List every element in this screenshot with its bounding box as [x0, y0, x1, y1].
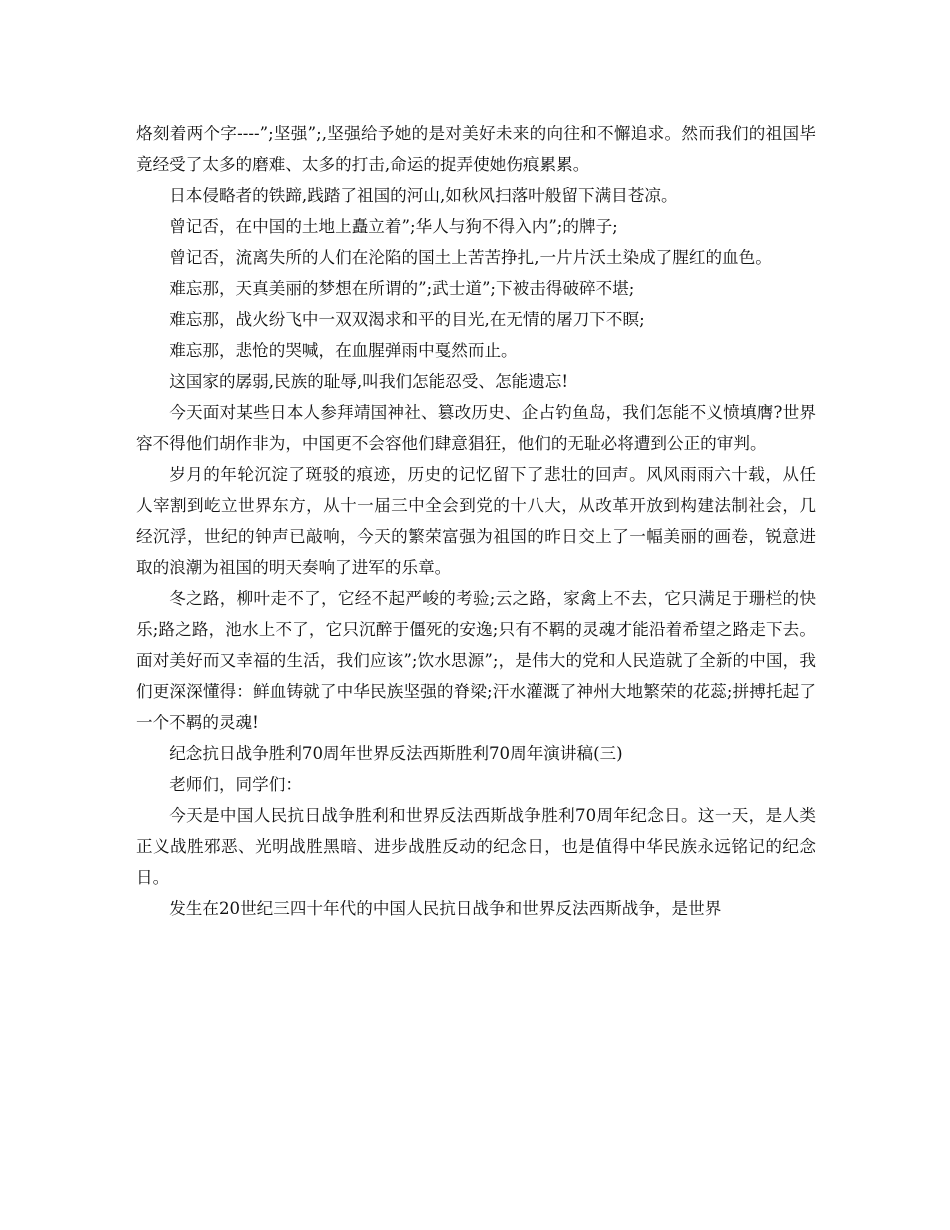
paragraph: 发生在20世纪三四十年代的中国人民抗日战争和世界反法西斯战争，是世界 [169, 899, 722, 918]
paragraph: 难忘那，天真美丽的梦想在所谓的”;武士道”;下被击得破碎不堪; [169, 279, 635, 298]
paragraph: 冬之路，柳叶走不了，它经不起严峻的考验;云之路，家禽上不去，它只满足于珊栏的快乐;路之路，池水上不了，它只沉醉于僵死的安逸;只有不羁的灵魂才能沿着希望之路走下去。面对美好而又幸福的生活，我们应该”;饮水思源”;，是伟大的党和人民造就了全新的中国，我们更深深懂得：鲜血铸就了中华民族坚强的脊梁;汗水灌溉了神州大地繁荣的花蕊;拼搏托起了一个不羁的灵魂! [136, 589, 816, 732]
document-body [136, 118, 816, 924]
paragraph: 日本侵略者的铁蹄,践踏了祖国的河山,如秋风扫落叶般留下满目苍凉。 [169, 186, 678, 205]
paragraph: 今天是中国人民抗日战争胜利和世界反法西斯战争胜利70周年纪念日。这一天，是人类正义战胜邪恶、光明战胜黑暗、进步战胜反动的纪念日，也是值得中华民族永远铭记的纪念日。 [136, 806, 816, 887]
paragraph-continued: 烙刻着两个字----”;坚强”;,坚强给予她的是对美好未来的向往和不懈追求。然而我们的祖国毕竟经受了太多的磨难、太多的打击,命运的捉弄使她伤痕累累。 [136, 124, 816, 174]
salutation: 老师们，同学们： [169, 775, 302, 794]
section-heading: 纪念抗日战争胜利70周年世界反法西斯胜利70周年演讲稿(三) [169, 744, 623, 763]
paragraph: 难忘那，悲怆的哭喊，在血腥弹雨中戛然而止。 [169, 341, 518, 360]
paragraph: 这国家的孱弱,民族的耻辱,叫我们怎能忍受、怎能遗忘! [169, 372, 569, 391]
paragraph: 今天面对某些日本人参拜靖国神社、篡改历史、企占钓鱼岛，我们怎能不义愤填膺?世界容不得他们胡作非为，中国更不会容他们肆意猖狂，他们的无耻必将遭到公正的审判。 [136, 403, 816, 453]
paragraph: 曾记否，在中国的土地上矗立着”;华人与狗不得入内”;的牌子; [169, 217, 618, 236]
paragraph: 曾记否，流离失所的人们在沦陷的国土上苦苦挣扎,一片片沃土染成了腥红的血色。 [169, 248, 772, 267]
paragraph: 难忘那，战火纷飞中一双双渴求和平的目光,在无情的屠刀下不瞑; [169, 310, 645, 329]
paragraph: 岁月的年轮沉淀了斑驳的痕迹，历史的记忆留下了悲壮的回声。风风雨雨六十载，从任人宰割到屹立世界东方，从十一届三中全会到党的十八大，从改革开放到构建法制社会，几经沉浮，世纪的钟声已敲响，今天的繁荣富强为祖国的昨日交上了一幅美丽的画卷，锐意进取的浪潮为祖国的明天奏响了进军的乐章。 [136, 465, 816, 577]
